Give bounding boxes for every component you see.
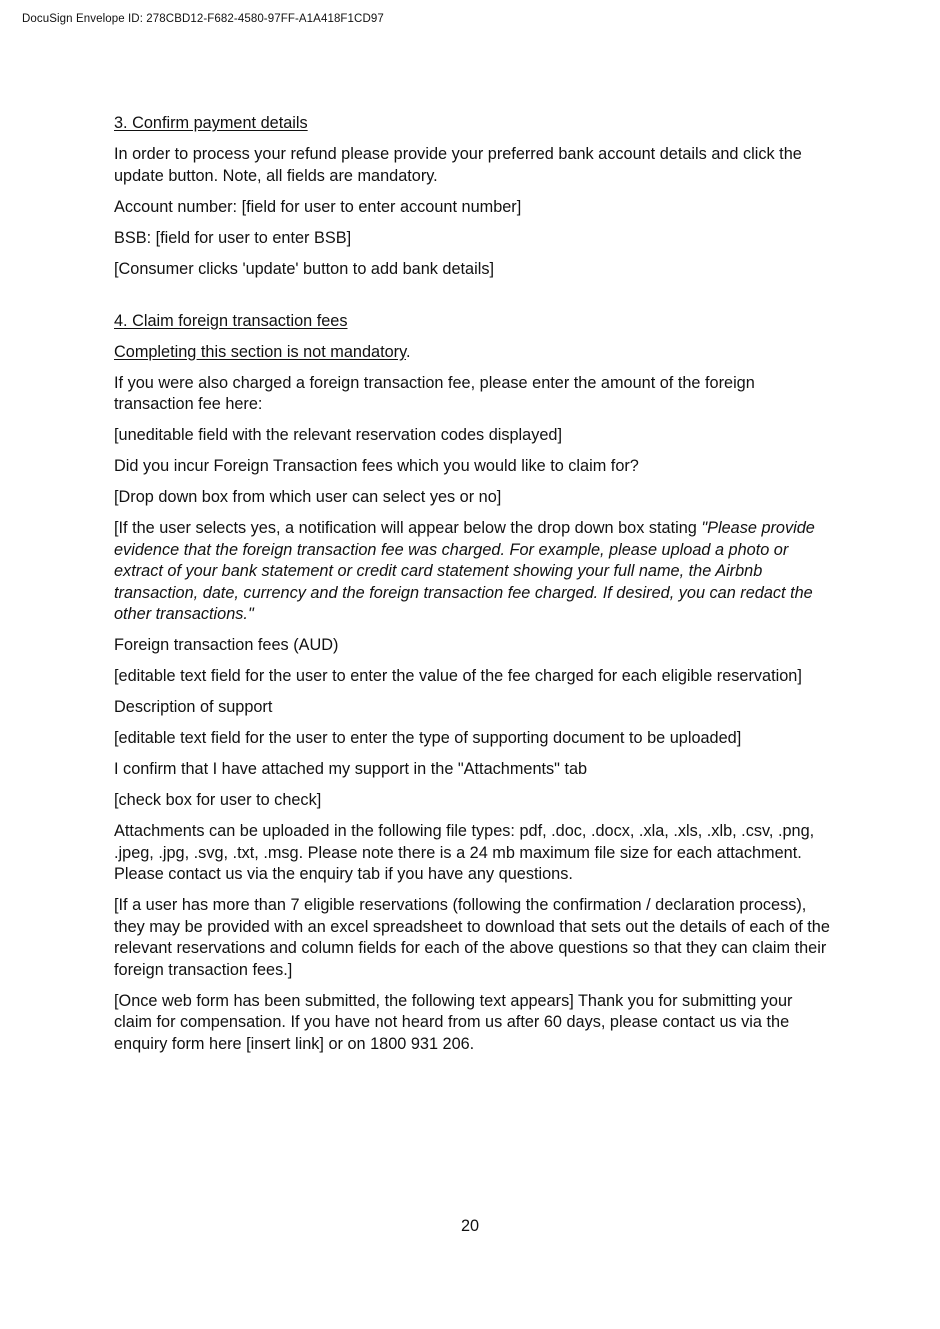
- checkbox-note: [check box for user to check]: [114, 791, 322, 809]
- document-body: [114, 113, 834, 1065]
- attachments-info: Attachments can be uploaded in the following file types: pdf, .doc, .docx, .xla, .xls, .xlb, .csv, .png, .jpeg, .jpg, .svg, .txt, .msg. Please note there is a 24 mb maximum file size for each attachment. Please contact us via the enquiry tab if you have any questions.: [114, 822, 815, 883]
- not-mandatory-line: [114, 342, 834, 364]
- charged-prompt: If you were also charged a foreign transaction fee, please enter the amount of the foreign transaction fee here:: [114, 373, 755, 413]
- page-number: 20: [460, 1217, 480, 1235]
- envelope-id: DocuSign Envelope ID: 278CBD12-F682-4580-97FF-A1A418F1CD97: [22, 13, 384, 25]
- not-mandatory-period: .: [406, 342, 411, 361]
- confirm-label: I confirm that I have attached my support in the "Attachments" tab: [114, 760, 588, 778]
- support-field-note: [editable text field for the user to enter the type of supporting document to be uploaded]: [114, 729, 742, 747]
- excel-note: [If a user has more than 7 eligible reservations (following the confirmation / declaration process), they may be provided with an excel spreadsheet to download that sets out the details of each of the relevant reservations and column fields for each of the above questions so that they can claim their foreign transaction fees.]: [114, 896, 830, 979]
- bsb-line: BSB: [field for user to enter BSB]: [114, 228, 352, 247]
- section-3-heading: 3. Confirm payment details: [114, 114, 308, 132]
- support-label: Description of support: [114, 698, 273, 716]
- section-spacer: [114, 290, 834, 311]
- notification-paragraph: [114, 518, 834, 626]
- foreign-fee-question: Did you incur Foreign Transaction fees which you would like to claim for?: [114, 457, 639, 475]
- notification-lead: [If the user selects yes, a notification will appear below the drop down box stating: [114, 519, 702, 537]
- account-number-line: Account number: [field for user to enter account number]: [114, 197, 522, 216]
- not-mandatory-text: Completing this section is not mandatory: [114, 342, 406, 361]
- section-4-heading: 4. Claim foreign transaction fees: [114, 311, 348, 330]
- submitted-text: [Once web form has been submitted, the following text appears] Thank you for submitting your claim for compensation. If you have not heard from us after 60 days, please contact us via the enquiry form here [insert link] or on 1800 931 206.: [114, 991, 793, 1053]
- uneditable-field-note: [uneditable field with the relevant reservation codes displayed]: [114, 426, 563, 444]
- update-note: [Consumer clicks 'update' button to add bank details]: [114, 259, 495, 278]
- section-3-intro: In order to process your refund please provide your preferred bank account details and click the update button. Note, all fields are mandatory.: [114, 145, 802, 185]
- fees-label: Foreign transaction fees (AUD): [114, 636, 339, 654]
- fees-field-note: [editable text field for the user to enter the value of the fee charged for each eligible reservation]: [114, 667, 802, 685]
- dropdown-note: [Drop down box from which user can select yes or no]: [114, 488, 502, 506]
- notification-quote: "Please provide evidence that the foreign transaction fee was charged. For example, please upload a photo or extract of your bank statement or credit card statement showing your full name, the Airbnb transaction, date, currency and the foreign transaction fee charged. If desired, you can redact the other transactions.": [114, 519, 815, 623]
